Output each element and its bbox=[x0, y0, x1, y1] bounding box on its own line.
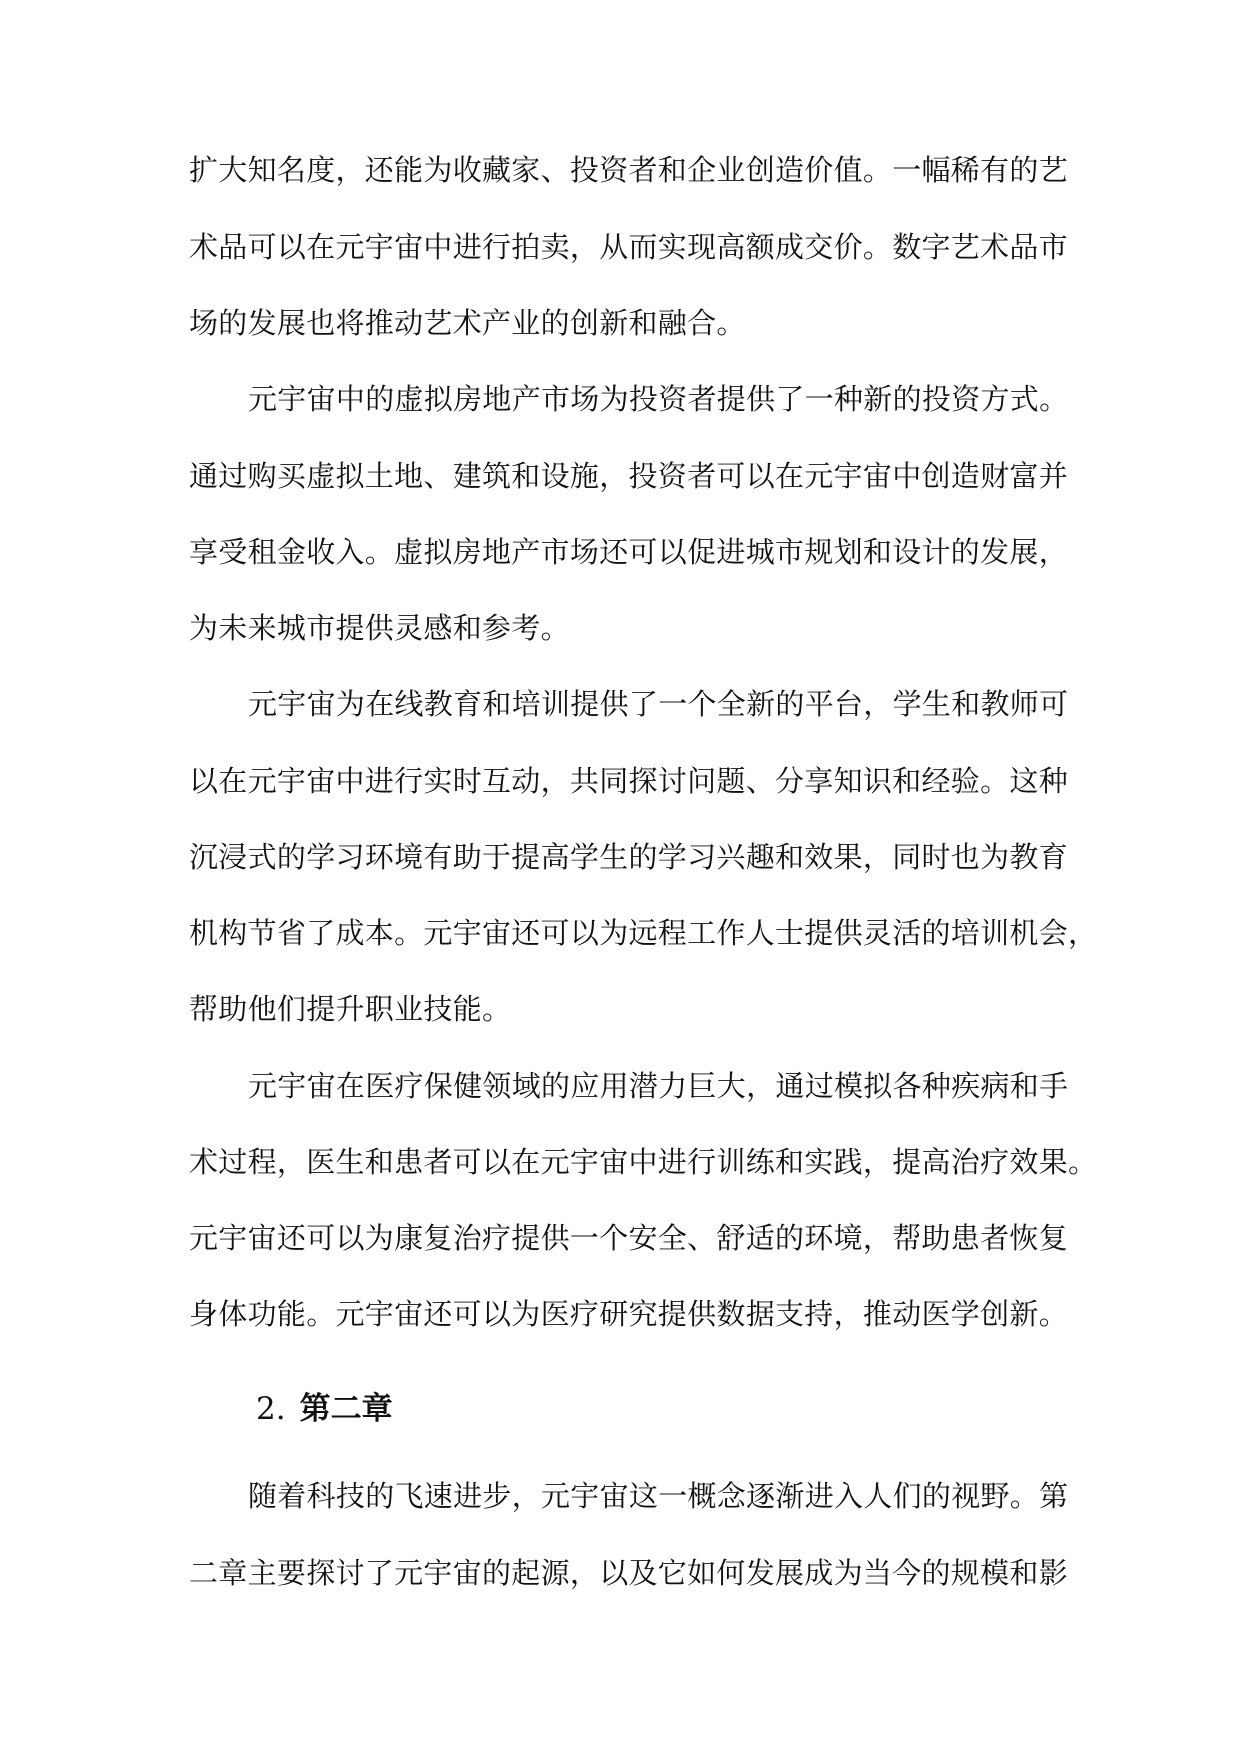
chapter-number: 2. bbox=[256, 1391, 286, 1427]
paragraph-4-line-1: 元宇宙在医疗保健领域的应用潜力巨大，通过模拟各种疾病和手 bbox=[248, 1069, 1069, 1103]
paragraph-1-line-1: 扩大知名度，还能为收藏家、投资者和企业创造价值。一幅稀有的艺 bbox=[189, 153, 1069, 187]
paragraph-5-line-2: 二章主要探讨了元宇宙的起源，以及它如何发展成为当今的规模和影 bbox=[189, 1556, 1069, 1590]
paragraph-3-line-3: 沉浸式的学习环境有助于提高学生的学习兴趣和效果，同时也为教育 bbox=[189, 840, 1069, 874]
paragraph-2-line-4: 为未来城市提供灵感和参考。 bbox=[189, 611, 570, 645]
paragraph-3-line-1: 元宇宙为在线教育和培训提供了一个全新的平台，学生和教师可 bbox=[248, 687, 1069, 721]
paragraph-4-line-2: 术过程，医生和患者可以在元宇宙中进行训练和实践，提高治疗效果。 bbox=[189, 1145, 1098, 1179]
paragraph-1-line-2: 术品可以在元宇宙中进行拍卖，从而实现高额成交价。数字艺术品市 bbox=[189, 230, 1069, 264]
paragraph-4-line-4: 身体功能。元宇宙还可以为医疗研究提供数据支持，推动医学创新。 bbox=[189, 1297, 1069, 1331]
paragraph-2-line-1: 元宇宙中的虚拟房地产市场为投资者提供了一种新的投资方式。 bbox=[248, 382, 1069, 416]
paragraph-2-line-3: 享受租金收入。虚拟房地产市场还可以促进城市规划和设计的发展， bbox=[189, 535, 1069, 569]
paragraph-1-line-3: 场的发展也将推动艺术产业的创新和融合。 bbox=[189, 306, 746, 340]
paragraph-2-line-2: 通过购买虚拟土地、建筑和设施，投资者可以在元宇宙中创造财富并 bbox=[189, 459, 1069, 493]
paragraph-5-line-1: 随着科技的飞速进步，元宇宙这一概念逐渐进入人们的视野。第 bbox=[248, 1479, 1069, 1513]
paragraph-3-line-5: 帮助他们提升职业技能。 bbox=[189, 992, 512, 1026]
paragraph-3-line-4: 机构节省了成本。元宇宙还可以为远程工作人士提供灵活的培训机会， bbox=[189, 916, 1098, 950]
paragraph-3-line-2: 以在元宇宙中进行实时互动，共同探讨问题、分享知识和经验。这种 bbox=[189, 764, 1069, 798]
chapter-heading bbox=[256, 1387, 393, 1431]
chapter-title: 第二章 bbox=[299, 1391, 393, 1427]
paragraph-4-line-3: 元宇宙还可以为康复治疗提供一个安全、舒适的环境，帮助患者恢复 bbox=[189, 1221, 1069, 1255]
